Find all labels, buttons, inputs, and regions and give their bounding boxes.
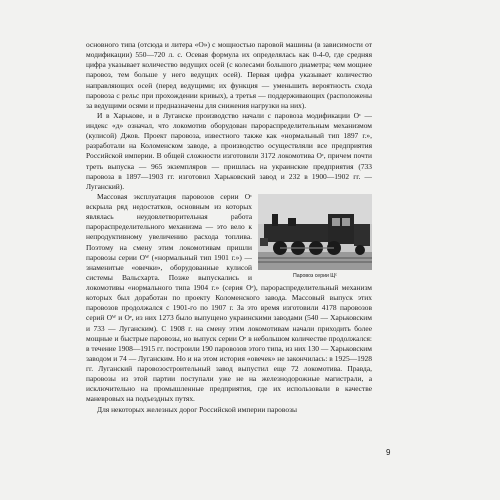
locomotive-photo bbox=[258, 194, 372, 270]
paragraph-1: основного типа (отсюда и литера «О») с мощностью паровой машины (в зависимости от модификации) 550—720 л. с. Осевая формула их определялась как 0-4-0, где средняя цифра указывает количество ведущих осей (с колесами большого диаметра; чем мощнее паровоз, тем больше у него ведущих осей). Первая цифра указывает количество направляющих осей (перед ведущими; их функция — уменьшить вероятность схода паровоза с рельс при прохождении кривых), а третья — поддерживающих (расположены за ведущими осями и предназначены для снижения нагрузки на них). bbox=[86, 40, 372, 110]
paragraph-2: И в Харькове, и в Луганске производство начали с паровоза модификации Оᶜ — индекс «д» означал, что локомотив оборудован парораспределительным механизмом (кулисой) Джов. Проект паровоза, известного также как «нормальный тип 1897 г.», разработали на Коломенском заводе, а производство осуществляли все предприятия Российской империи. В общей сложности изготовили 3172 локомотива Оᶜ, причем почти треть выпуска — 965 экземпляров — пришлась на украинские предприятия (733 паровоза в 1897—1903 гг. изготовил Харьковский завод и 232 в 1900—1902 гг. — Луганский). bbox=[86, 110, 372, 191]
paragraph-block-with-figure bbox=[86, 192, 372, 415]
page-text bbox=[86, 40, 372, 415]
paragraph-4: Для некоторых железных дорог Российской империи паровозы bbox=[97, 404, 298, 414]
paragraph-3: Массовая эксплуатация паровозов серии Оᶜ вскрыла ряд недостатков, основным из которых являлась неудовлетворительная работа парораспределительного механизма — это вело к непродуктивному увеличению расхода топлива. Поэтому на смену этим локомотивам пришли паровозы серии Оᵂ («нормальный тип 1901 г.») — знаменитые «овечки», оборудованные кулисой системы Вальсхарта. Позже выпускались и локомотивы «нормального типа 1904 г.» (серия Оᵉ), парораспределительный механизм которых был доработан по проекту Коломенского завода. Массовый выпуск этих паровозов продолжался с 1901-го по 1907 г. За это время изготовили 4178 паровозов серий Оᵂ и Оᵉ, из них 1273 было выпущено украинскими заводами (540 — Харьковским и 733 — Луганским). С 1908 г. на смену этим локомотивам начали приходить более мощные и быстрые паровозы, но выпуск серии Оᵉ в небольшом количестве продолжался: в течение 1908—1915 гг. построили 190 паровозов этого типа, из них 130 — Харьковским заводом и 74 — Луганским. Но и на этом история «овечек» не закончилась: в 1925—1928 гг. Луганский паровозостроительный завод выпустил еще 72 локомотива. Правда, паровозы из этой партии поступали уже не на железнодорожные магистрали, а исключительно на промышленные предприятия, где их использовали в качестве маневровых на подъездных путях. bbox=[86, 191, 372, 404]
page-number: 9 bbox=[386, 448, 391, 457]
figure-caption: Паровоз серии Щᶜ bbox=[292, 272, 338, 279]
figure bbox=[258, 194, 372, 280]
